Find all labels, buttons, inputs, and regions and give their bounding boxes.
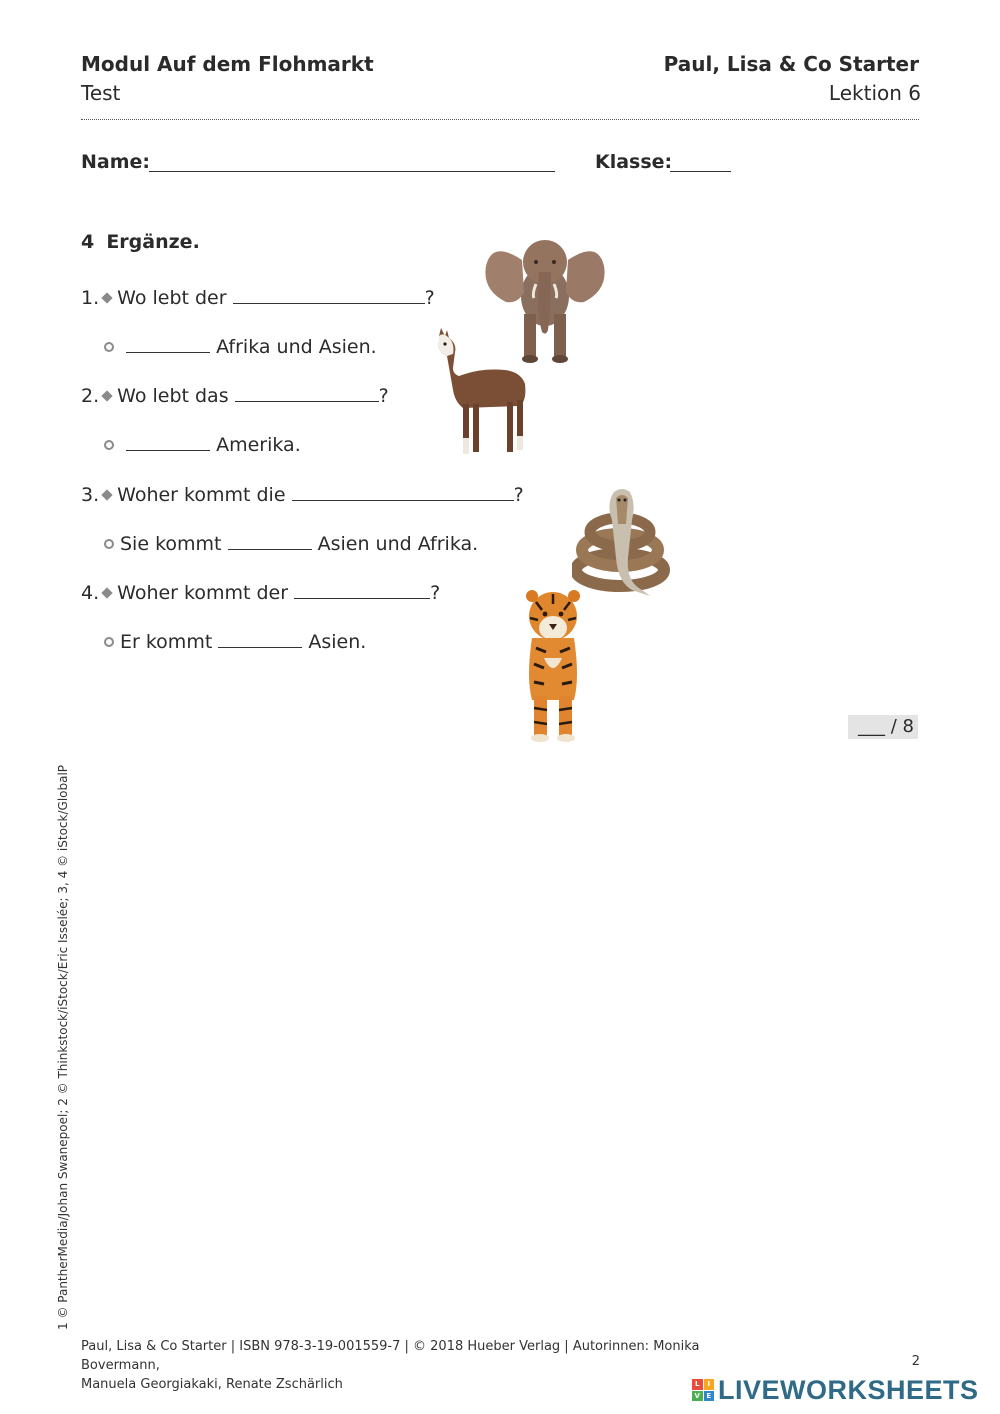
footer-line-2: Manuela Georgiakaki, Renate Zschärlich bbox=[81, 1377, 343, 1392]
ring-bullet-icon bbox=[104, 342, 114, 352]
header-divider bbox=[81, 119, 919, 120]
lesson-label: Lektion 6 bbox=[828, 81, 921, 105]
answer-row-2 bbox=[104, 432, 301, 456]
question-text: Woher kommt der bbox=[117, 582, 289, 605]
score-blank[interactable]: ___ bbox=[858, 716, 886, 737]
question-row-1 bbox=[81, 285, 435, 309]
task-number: 4 bbox=[81, 231, 95, 253]
answer-blank[interactable] bbox=[233, 285, 425, 304]
image-credits: 1 © PantherMedia/Johan Swanepoel; 2 © Thinkstock/iStock/Eric Isselée; 3, 4 © iStock/GlobalP bbox=[56, 764, 70, 1330]
answer-row-4 bbox=[104, 629, 366, 653]
question-text: Woher kommt die bbox=[117, 484, 286, 507]
answer-prefix: Er kommt bbox=[120, 631, 213, 654]
question-end: ? bbox=[378, 385, 389, 408]
answer-prefix: Sie kommt bbox=[120, 533, 222, 556]
name-field[interactable] bbox=[149, 171, 555, 172]
question-text: Wo lebt der bbox=[117, 287, 227, 310]
name-label: Name: bbox=[81, 151, 151, 173]
diamond-bullet-icon bbox=[101, 587, 112, 598]
question-text: Wo lebt das bbox=[117, 385, 229, 408]
item-number: 4. bbox=[81, 582, 100, 605]
tiger-image bbox=[516, 588, 590, 744]
book-title: Paul, Lisa & Co Starter bbox=[663, 52, 919, 76]
answer-blank[interactable] bbox=[126, 432, 210, 451]
answer-text: Asien. bbox=[308, 631, 367, 654]
answer-blank[interactable] bbox=[126, 334, 210, 353]
answer-blank[interactable] bbox=[292, 482, 514, 501]
footer bbox=[81, 1337, 781, 1394]
llama-image bbox=[433, 328, 529, 460]
liveworksheets-logo[interactable] bbox=[692, 1374, 979, 1406]
ring-bullet-icon bbox=[104, 637, 114, 647]
answer-blank[interactable] bbox=[235, 383, 379, 402]
question-row-2 bbox=[81, 383, 389, 407]
answer-blank[interactable] bbox=[218, 629, 302, 648]
diamond-bullet-icon bbox=[101, 292, 112, 303]
question-end: ? bbox=[513, 484, 524, 507]
answer-blank[interactable] bbox=[228, 531, 312, 550]
item-number: 1. bbox=[81, 287, 100, 310]
page-number: 2 bbox=[911, 1354, 920, 1369]
class-label: Klasse: bbox=[595, 151, 673, 173]
diamond-bullet-icon bbox=[101, 390, 112, 401]
live-mark-icon bbox=[692, 1379, 714, 1401]
answer-text: Amerika. bbox=[216, 434, 301, 457]
diamond-bullet-icon bbox=[101, 489, 112, 500]
cobra-image bbox=[572, 486, 670, 598]
answer-text: Asien und Afrika. bbox=[317, 533, 479, 556]
answer-row-3 bbox=[104, 531, 478, 555]
mark-letter-v: V bbox=[692, 1391, 703, 1402]
brand-name: LIVEWORKSHEETS bbox=[718, 1374, 979, 1405]
question-end: ? bbox=[430, 582, 441, 605]
item-number: 2. bbox=[81, 385, 100, 408]
question-row-3 bbox=[81, 482, 524, 506]
mark-letter-i: I bbox=[704, 1379, 715, 1390]
task-heading bbox=[81, 231, 200, 253]
item-number: 3. bbox=[81, 484, 100, 507]
answer-blank[interactable] bbox=[294, 580, 430, 599]
mark-letter-e: E bbox=[704, 1391, 715, 1402]
mark-letter-l: L bbox=[692, 1379, 703, 1390]
score-box bbox=[848, 715, 918, 739]
question-row-4 bbox=[81, 580, 440, 604]
module-title: Modul Auf dem Flohmarkt bbox=[81, 52, 374, 76]
ring-bullet-icon bbox=[104, 440, 114, 450]
footer-line-1: Paul, Lisa & Co Starter | ISBN 978-3-19-001559-7 | © 2018 Hueber Verlag | Autorinnen: Monika Bovermann, bbox=[81, 1339, 700, 1373]
score-total: / 8 bbox=[890, 716, 914, 737]
module-subtitle: Test bbox=[81, 81, 121, 105]
task-instruction: Ergänze. bbox=[106, 231, 200, 253]
question-end: ? bbox=[424, 287, 435, 310]
answer-row-1 bbox=[104, 334, 377, 358]
class-field[interactable] bbox=[670, 171, 731, 172]
answer-text: Afrika und Asien. bbox=[216, 336, 377, 359]
ring-bullet-icon bbox=[104, 539, 114, 549]
